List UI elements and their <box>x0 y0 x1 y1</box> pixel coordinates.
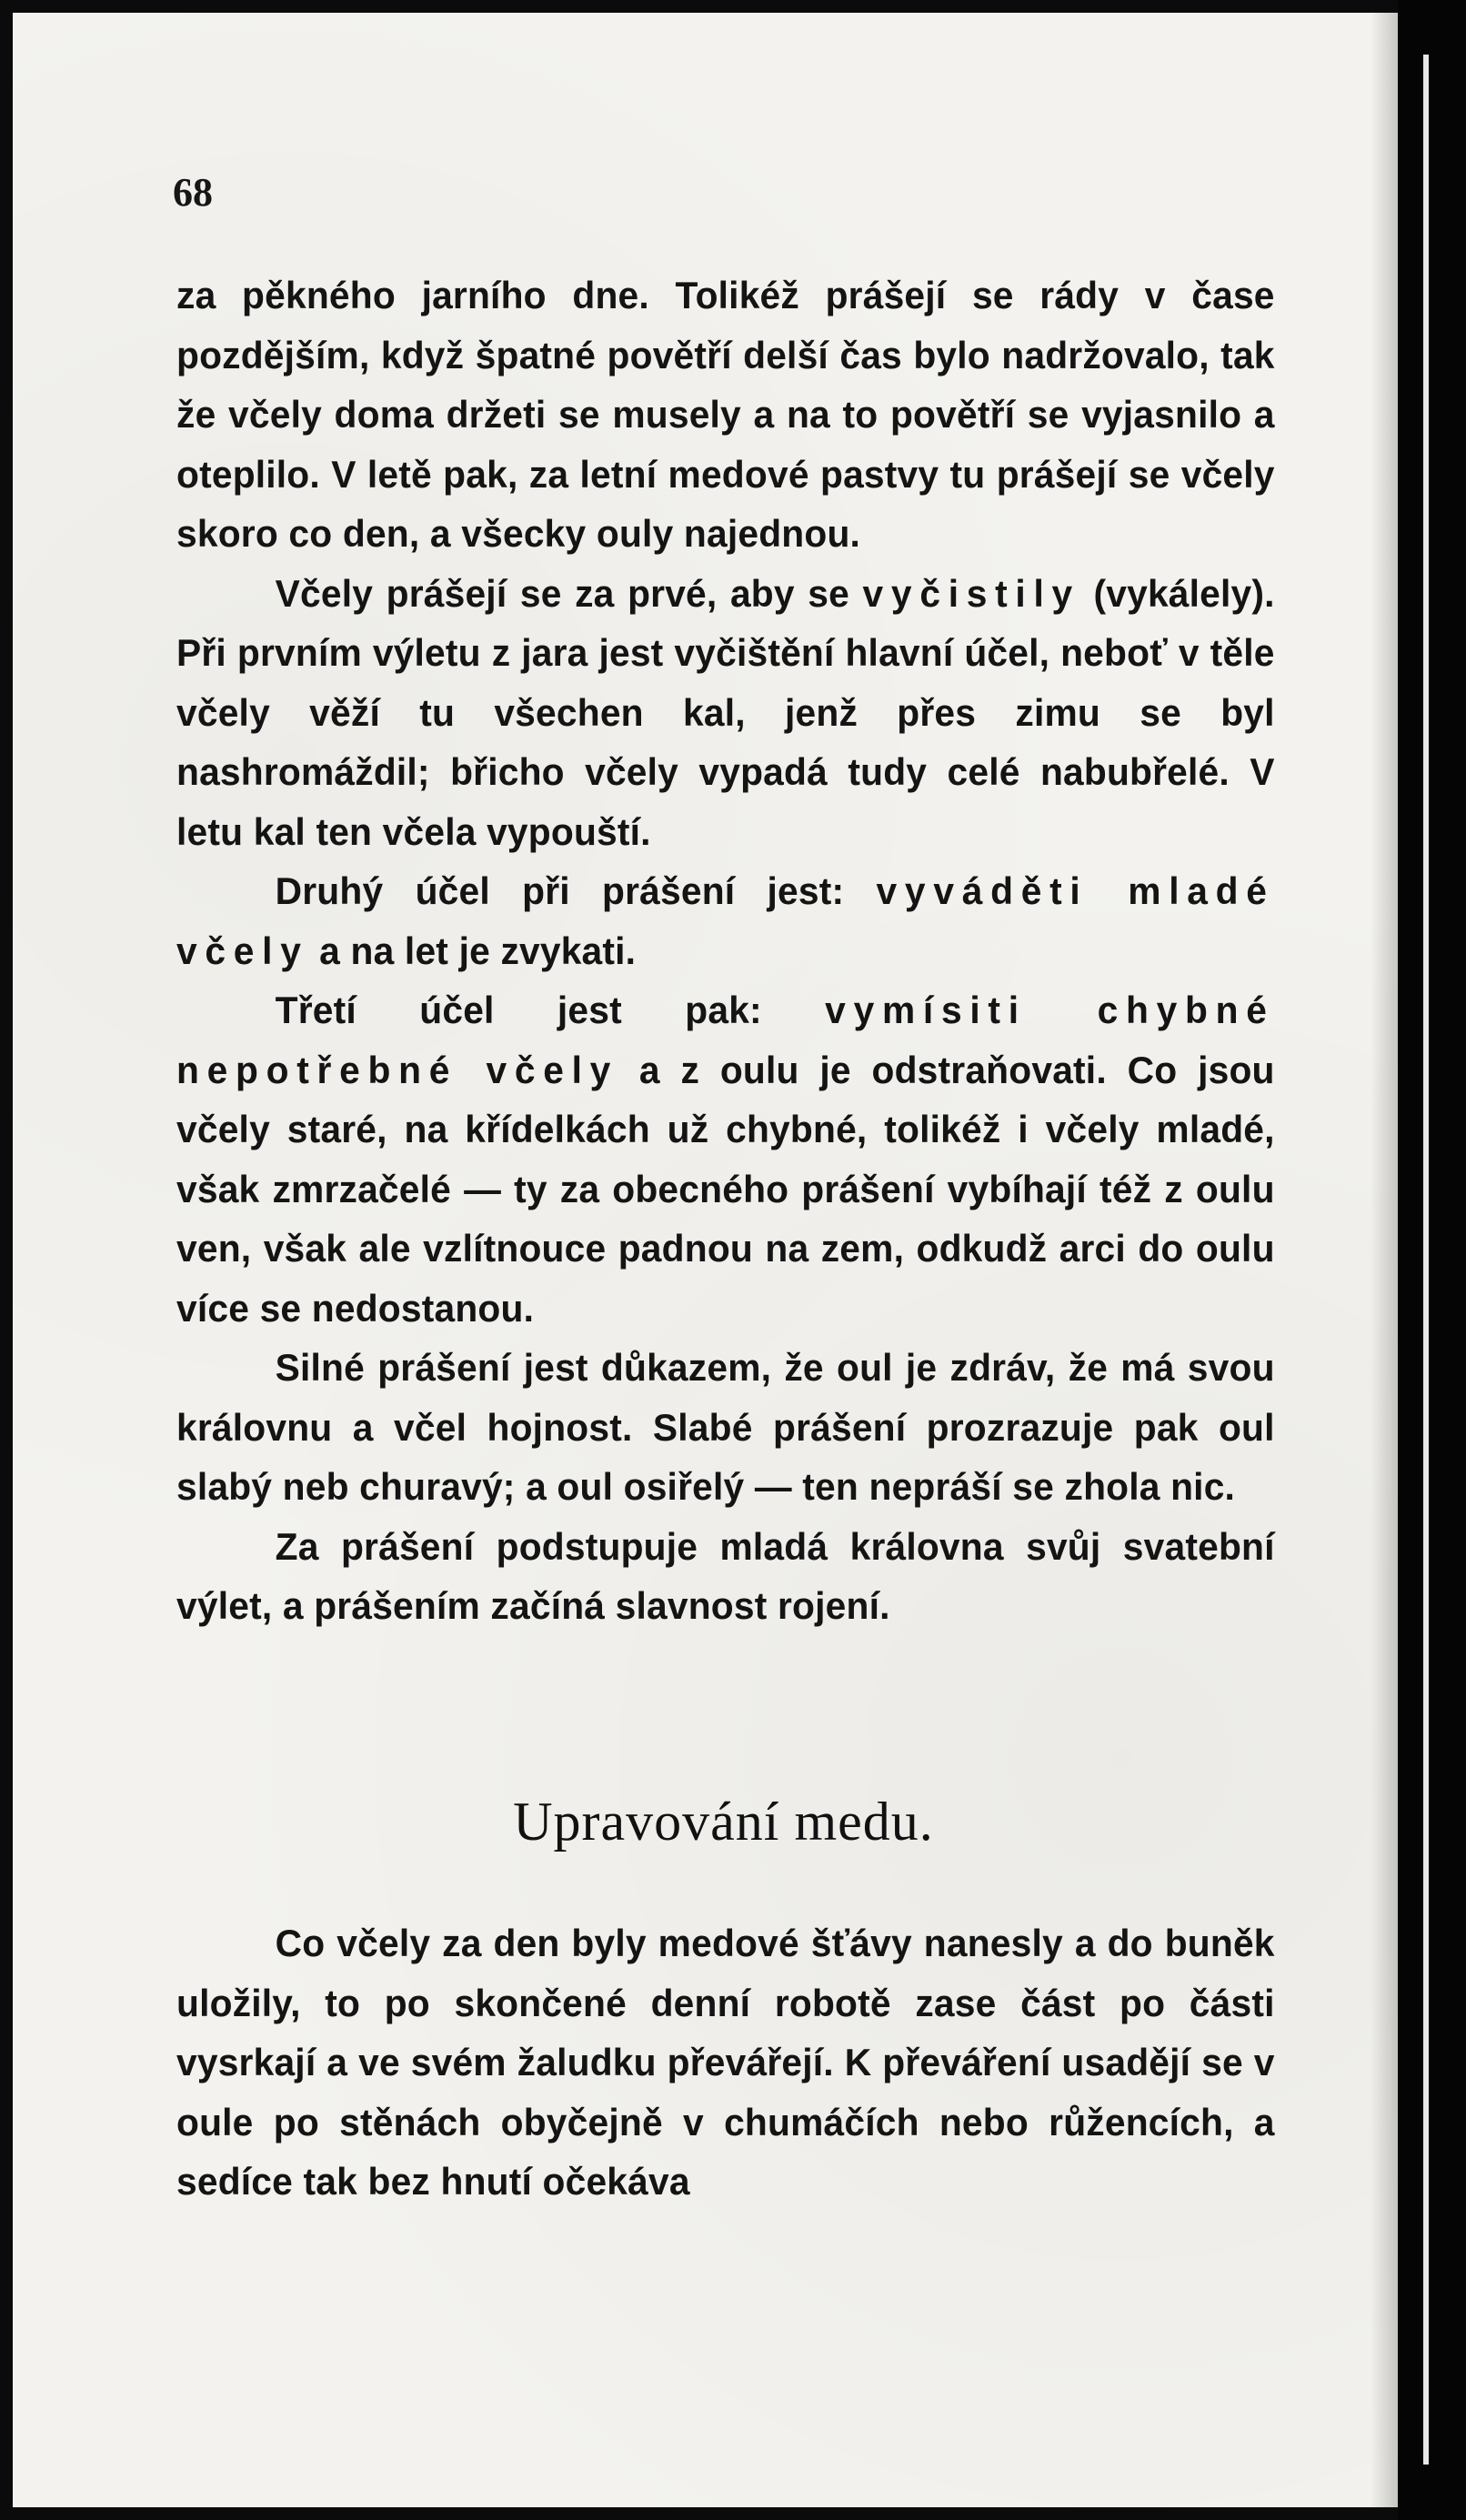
section-heading <box>13 1791 1398 1853</box>
page-edge-shadow <box>1371 13 1398 2507</box>
paragraph-3-end: a na let je zvykati. <box>308 929 637 972</box>
paragraph-4 <box>176 980 1275 1338</box>
paragraph-4-end: a z oulu je odstraňovati. Co jsou včely staré, na křídelkách už chybné, tolikéž i včely mladé, však zmrzačelé — ty za obecného prášení vybíhají též z oulu ven, však ale vzlítnouce padnou na zem, odkudž arci do oulu více se nedostanou. <box>176 1048 1275 1330</box>
body-text-upper <box>176 266 1275 1636</box>
paragraph-2-end: (vykálely). Při prvním výletu z jara jest vyčištění hlavní účel, neboť v těle včely věží tu všechen kal, jenž přes zimu se byl nashromáždil; břicho včely vypadá tudy celé nabubřelé. V letu kal ten včela vypouští. <box>176 571 1275 853</box>
paragraph-3-spaced: vyváděti mladé včely <box>176 869 1275 972</box>
scan-border-line <box>1423 55 1429 2465</box>
section-heading-text: Upravování medu. <box>513 1792 934 1852</box>
paragraph-2-spaced: vyčistily <box>862 571 1080 615</box>
paragraph-3 <box>176 861 1275 980</box>
paragraph-4-spaced: vymísiti chybné nepotřebné včely <box>176 989 1275 1091</box>
scan-border <box>1398 0 1466 2520</box>
paragraph-3-start: Druhý účel při prášení jest: <box>275 869 877 912</box>
paragraph-7: Co včely za den byly medové šťávy nanesly a do buněk uložily, to po skončené denní robotě zase část po části vysrkají a ve svém žaludku převářejí. K převáření usadějí se v oule po stěnách obyčejně v chumáčích nebo růžencích, a sedíce tak bez hnutí očekáva <box>176 1922 1275 2203</box>
page-number: 68 <box>173 170 213 215</box>
paragraph-2 <box>176 564 1275 862</box>
paragraph-6: Za prášení podstupuje mladá královna svůj svatební výlet, a prášením začíná slavnost rojení. <box>176 1524 1275 1627</box>
body-text-lower <box>176 1913 1275 2212</box>
paragraph-4-start: Třetí účel jest pak: <box>275 989 826 1031</box>
paragraph-5: Silné prášení jest důkazem, že oul je zdráv, že má svou královnu a včel hojnost. Slabé prášení prozrazuje pak oul slabý neb churavý; a oul osiřelý — ten nepráší se zhola nic. <box>176 1346 1275 1508</box>
paragraph-1: za pěkného jarního dne. Tolikéž prášejí se rády v čase pozdějším, když špatné povětří delší čas bylo nadržovalo, tak že včely doma držeti se musely a na to povětří se vyjasnilo a oteplilo. V letě pak, za letní medové pastvy tu prášejí se včely skoro co den, a všecky ouly najednou. <box>176 274 1275 555</box>
paragraph-2-start: Včely prášejí se za prvé, aby se <box>275 571 863 615</box>
book-page <box>13 13 1398 2507</box>
